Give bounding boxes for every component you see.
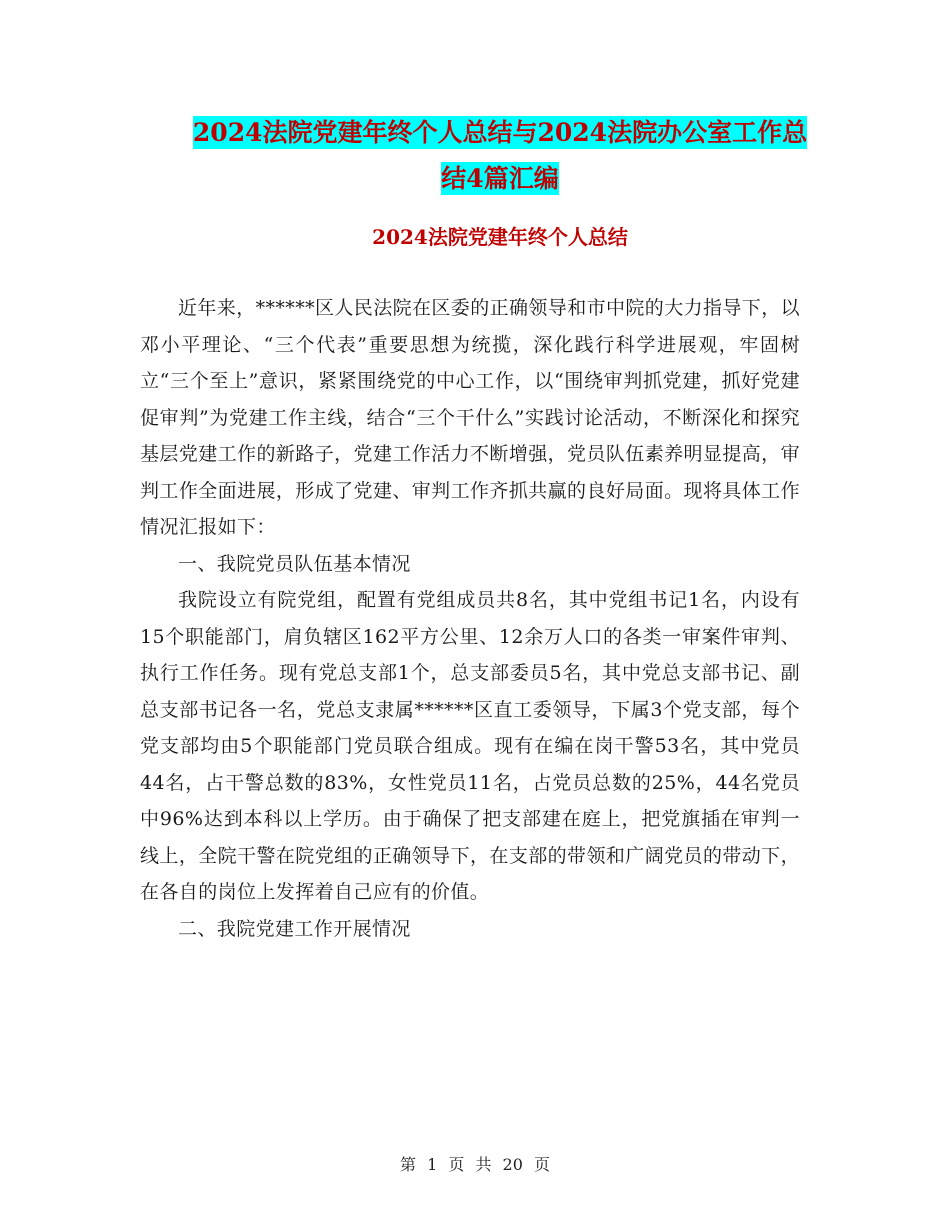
paragraph-intro: 近年来，******区人民法院在区委的正确领导和市中院的大力指导下，以邓小平理论、“三个代表”重要思想为统揽，深化践行科学进展观，牢固树立“三个至上”意识，紧紧围绕党的中心工作，以“围绕审判抓党建，抓好党建促审判”为党建工作主线，结合“三个干什么”实践讨论活动，不断深化和探究基层党建工作的新路子，党建工作活力不断增强，党员队伍素养明显提高，审判工作全面进展，形成了党建、审判工作齐抓共赢的良好局面。现将具体工作情况汇报如下： [140, 297, 801, 538]
page-number-footer: 第 1 页 共 20 页 [400, 1155, 550, 1174]
document-title [140, 110, 860, 202]
document-body [140, 290, 800, 947]
section-title: 2024法院党建年终个人总结 [372, 225, 628, 249]
paragraph-party-team: 我院设立有院党组，配置有党组成员共8名，其中党组书记1名，内设有15个职能部门，肩负辖区162平方公里、12余万人口的各类一审案件审判、执行工作任务。现有党总支部1个，总支部委员5名，其中党总支部书记、副总支部书记各一名，党总支隶属******区直工委领导，下属3个党支部，每个党支部均由5个职能部门党员联合组成。现有在编在岗干警53名，其中党员44名，占干警总数的83%，女性党员11名，占党员总数的25%，44名党员中96%达到本科以上学历。由于确保了把支部建在庭上，把党旗插在审判一线上，全院干警在院党组的正确领导下，在支部的带领和广阔党员的带动下，在各自的岗位上发挥着自己应有的价值。 [140, 589, 800, 903]
heading-party-work: 二、我院党建工作开展情况 [178, 917, 411, 940]
document-title-line1: 2024法院党建年终个人总结与2024法院办公室工作总 [192, 118, 808, 147]
document-title-line2: 结4篇汇编 [441, 164, 559, 193]
heading-party-team: 一、我院党员队伍基本情况 [178, 552, 411, 575]
